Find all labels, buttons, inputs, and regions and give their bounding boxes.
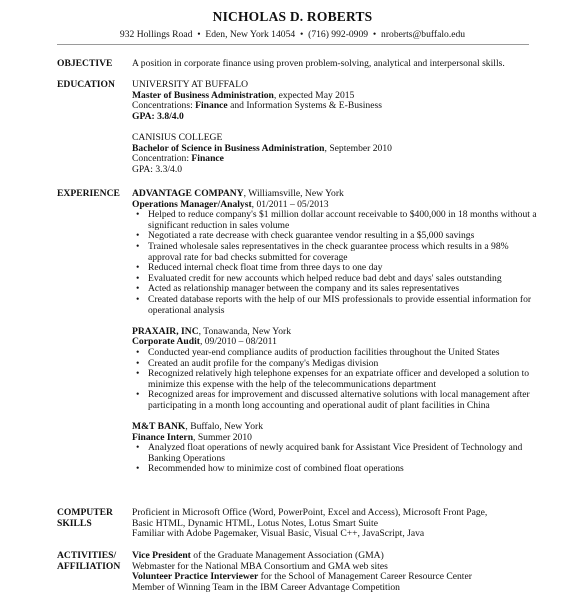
list-item: • Trained wholesale sales representatives in the check guarantee process which results in a 98% approval rate for bad checks submitted for coverage [132,242,537,263]
activity-role: Volunteer Practice Interviewer [132,571,259,583]
concentration-rest: and Information Systems & E-Business [227,100,382,112]
computer-skills-section [57,508,537,540]
section-label [57,551,132,572]
address: 932 Hollings Road [119,29,193,40]
separator-dot: • [299,29,304,40]
school-name: UNIVERSITY AT BUFFALO [132,79,249,90]
list-item: • Recognized areas for improvement and discussed alternative solutions with local management after participating in a month long accounting and operational audit of plant facilities in China [132,390,537,411]
section-label: OBJECTIVE [57,58,113,69]
job-dates: , Summer 2010 [193,431,252,443]
school-entry [132,80,537,122]
city-state-zip: Eden, New York 14054 [205,29,296,40]
company-name: M&T BANK [132,421,186,433]
degree: Bachelor of Science in Business Administration [132,142,325,154]
objective-section [57,59,537,70]
job-dates: , 09/2010 – 08/2011 [199,336,277,348]
school-name: CANISIUS COLLEGE [132,131,223,143]
gpa: GPA: 3.3/4.0 [132,163,183,175]
job-bullets [132,443,537,475]
section-label-line: SKILLS [57,517,92,529]
company-location: , Buffalo, New York [185,421,264,433]
job-dates: , 01/2011 – 05/2013 [251,198,329,210]
activity-item [132,583,537,594]
activity-detail: Webmaster for the National MBA Consortium and GMA web sites [132,560,388,572]
section-label: EXPERIENCE [57,188,120,199]
phone: (716) 992-0909 [308,29,369,40]
list-item: • Recommended how to minimize cost of combined float operations [132,464,537,475]
list-item: • Created database reports with the help of our MIS professionals to provide essential information for operational analysis [132,295,537,316]
job-bullets [132,210,537,316]
job-entry [132,327,537,412]
separator-dot: • [372,29,377,40]
section-label-line: AFFILIATION [57,560,121,572]
list-item: • Evaluated credit for new accounts which helped reduce bad debt and days' sales outstanding [132,274,537,285]
activity-detail: for the School of Management Career Resource Center [258,571,472,583]
email-link[interactable]: nroberts@buffalo.edu [381,29,466,40]
concentration-label: Concentrations: [132,100,196,112]
job-title: Finance Intern [132,431,194,443]
job-title: Operations Manager/Analyst [132,198,252,210]
activity-role: Vice President [132,550,191,561]
skills-line: Proficient in Microsoft Office (Word, PowerPoint, Excel and Access), Microsoft Front Page, [132,507,488,518]
section-label-line: COMPUTER [57,507,113,518]
company-location: , Tonawanda, New York [198,325,292,337]
section-label-line: ACTIVITIES/ [57,550,117,561]
list-item: • Analyzed float operations of newly acquired bank for Assistant Vice President of Technology and Banking Operations [132,443,537,464]
gpa: GPA: 3.8/4.0 [132,110,184,122]
objective-text: A position in corporate finance using proven problem-solving, analytical and interpersonal skills. [132,58,505,69]
skills-line: Basic HTML, Dynamic HTML, Lotus Notes, Lotus Smart Suite [132,517,378,529]
list-item: • Conducted year-end compliance audits of production facilities throughout the United States [132,348,537,359]
education-section [57,80,537,175]
list-item: • Acted as relationship manager between the company and its sales representatives [132,284,537,295]
list-item: • Recognized relatively high telephone expenses for an expatriate officer and developed a solution to minimize this expense with the help of the telecommunications department [132,369,537,390]
experience-section [57,189,537,475]
concentration-label: Concentration: [132,153,192,165]
section-label [57,508,132,529]
list-item: • Reduced internal check float time from three days to one day [132,263,537,274]
job-title: Corporate Audit [132,336,200,348]
list-item: • Helped to reduce company's $1 million dollar account receivable to $400,000 in 18 months without a significant reduction in sales volume [132,210,537,231]
list-item: • Created an audit profile for the company's Medigas division [132,359,537,370]
list-item: • Negotiated a rate decrease with check guarantee vendor resulting in a $5,000 savings [132,231,537,242]
degree-date: , September 2010 [324,142,392,154]
concentration-main: Finance [195,100,228,112]
section-label: EDUCATION [57,79,115,90]
contact-line [0,30,585,41]
skills-line: Familiar with Adobe Pagemaker, Visual Basic, Visual C++, JavaScript, Java [132,528,425,540]
separator-dot: • [197,29,201,40]
job-entry [132,422,537,475]
concentration-main: Finance [191,153,224,165]
activities-section [57,551,537,593]
degree-date: , expected May 2015 [273,89,355,101]
candidate-name: NICHOLAS D. ROBERTS [212,9,373,24]
activity-detail: of the Graduate Management Association (GMA) [190,550,384,561]
degree: Master of Business Administration [132,89,274,101]
job-entry [132,189,537,316]
school-entry [132,133,537,175]
activity-detail: Member of Winning Team in the IBM Career Advantage Competition [132,581,400,593]
company-name: ADVANTAGE COMPANY [132,188,244,199]
job-bullets [132,348,537,412]
company-name: PRAXAIR, INC [132,325,199,337]
company-location: , Williamsville, New York [243,188,344,199]
header-divider [57,44,529,45]
